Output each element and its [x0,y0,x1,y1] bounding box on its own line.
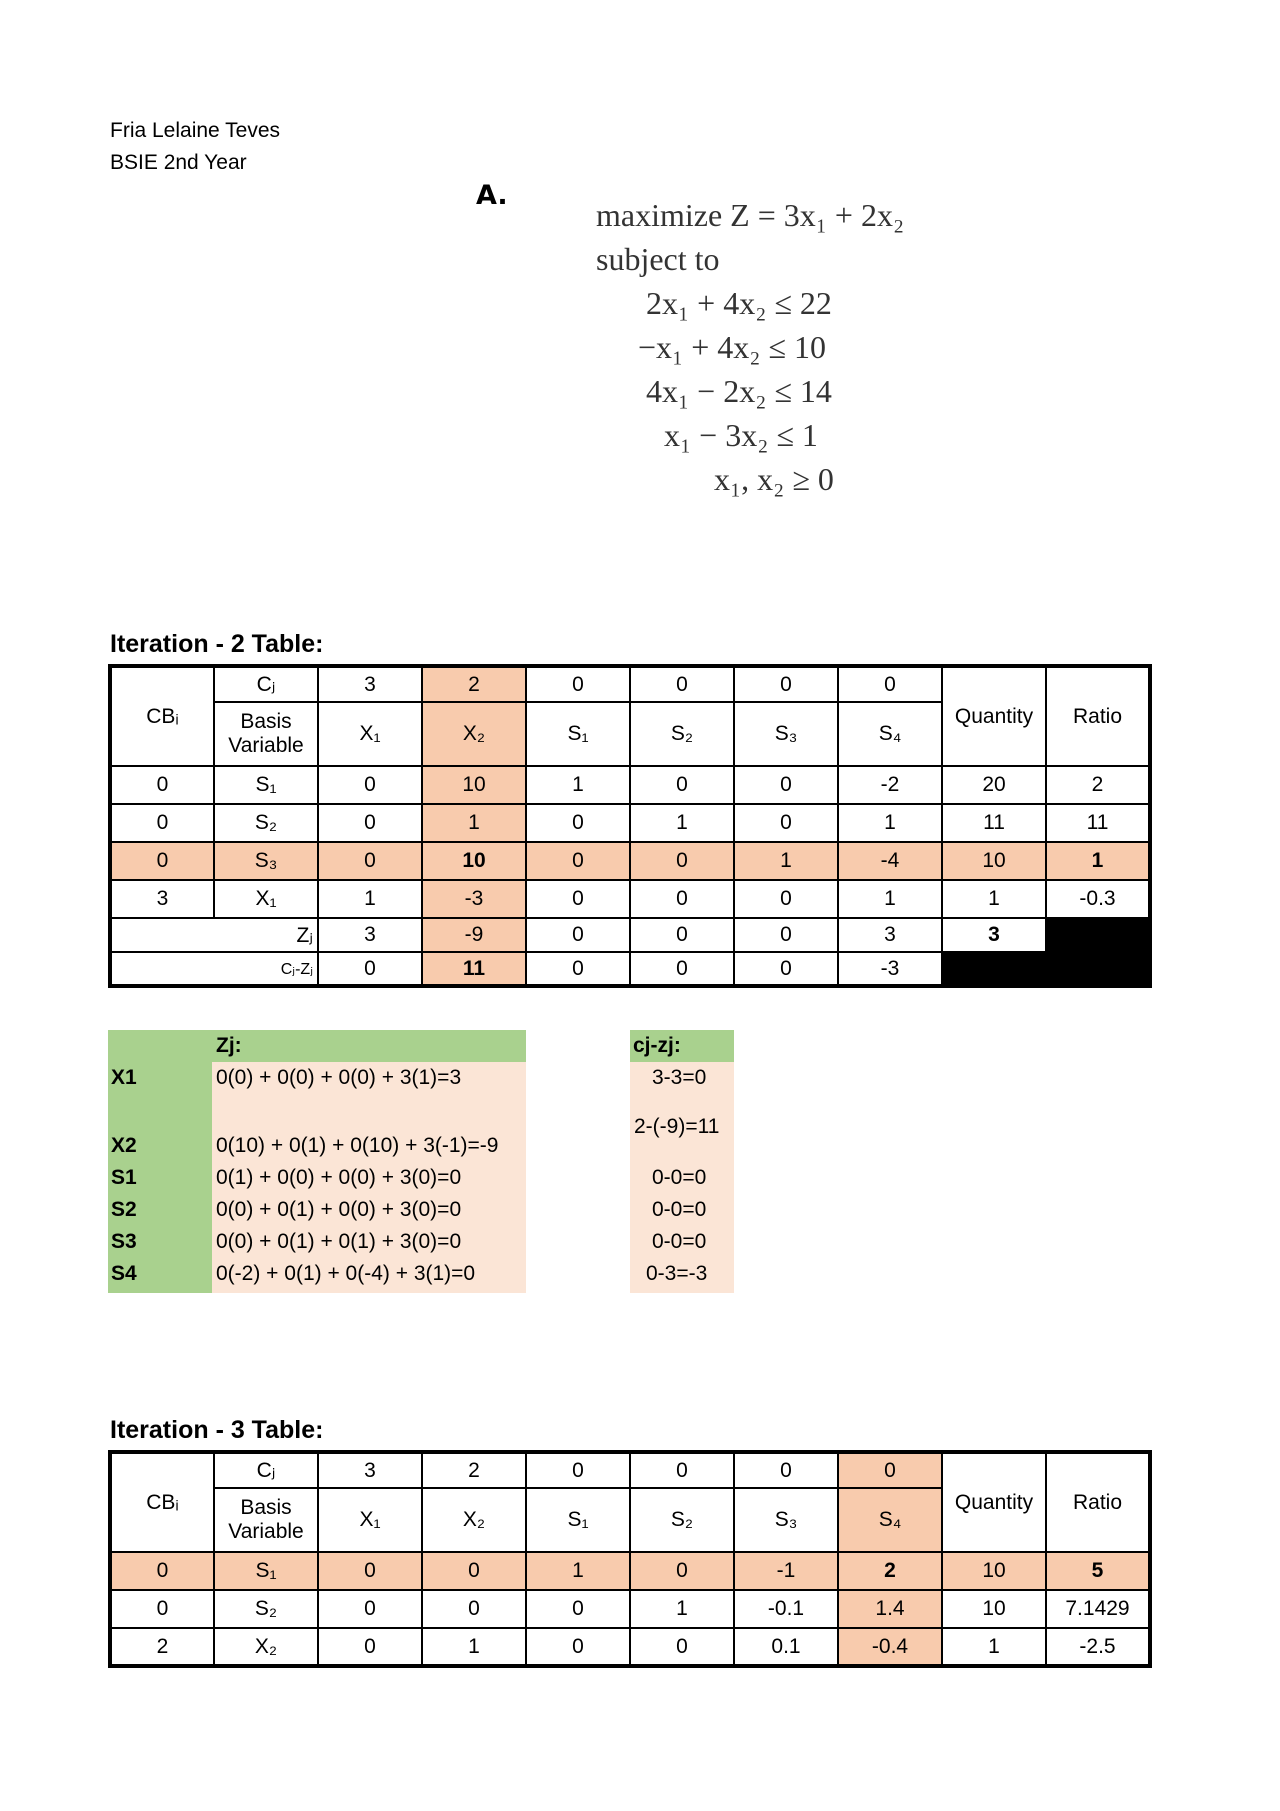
constraint: 2x₁ + 4x₂ ≤ 22 [646,285,832,321]
non-negativity-constraint: x₁, x₂ ≥ 0 [714,461,834,497]
min-ratio-cell: 5 [1046,1552,1150,1590]
basis-variable-header: Basis Variable [214,1488,318,1552]
quantity-header: Quantity [942,1452,1046,1552]
cj-value: 3 [318,666,422,702]
cj-value: 2 [422,666,526,702]
value-cell: 0 [318,804,422,842]
cj-zj-label: Cⱼ-Zⱼ [110,952,318,986]
min-ratio-cell: 1 [1046,842,1150,880]
var-header: S₃ [734,1488,838,1552]
cj-value: 3 [318,1452,422,1488]
zj-header: Zj: [216,1034,242,1057]
cb-cell: 2 [110,1628,214,1666]
zj-calc: 0(-2) + 0(1) + 0(-4) + 3(1)=0 [216,1262,476,1285]
calc-var-label: S1 [111,1166,137,1189]
quantity-cell: 10 [942,1552,1046,1590]
var-header: X₂ [422,702,526,766]
ratio-cell: 11 [1046,804,1150,842]
cj-value: 0 [734,666,838,702]
calc-var-label: X2 [111,1134,137,1157]
value-cell: 0 [526,880,630,918]
cj-value: 0 [526,666,630,702]
value-cell: 0 [630,1552,734,1590]
value-cell: 0 [630,880,734,918]
value-cell: 1 [422,804,526,842]
blacked-out-cell [942,952,1046,986]
value-cell: 1 [630,1590,734,1628]
value-cell: 0 [630,842,734,880]
value-cell: 1 [318,880,422,918]
value-cell: -4 [838,842,942,880]
value-cell: 0 [318,842,422,880]
author-name: Fria Lelaine Teves [110,119,281,142]
constraint: −x₁ + 4x₂ ≤ 10 [638,329,826,365]
zj-cell: 0 [734,918,838,952]
quantity-cell: 10 [942,1590,1046,1628]
var-header: X₁ [318,702,422,766]
value-cell: 1 [422,1628,526,1666]
table-row [110,880,1150,918]
cj-zj-cell: 0 [630,952,734,986]
problem-label: A. [476,180,508,211]
calc-var-label: S2 [111,1198,137,1221]
value-cell: 0 [526,842,630,880]
value-cell: 1 [526,766,630,804]
basis-cell: S₁ [214,766,318,804]
cj-value: 0 [526,1452,630,1488]
blacked-out-cell [1046,952,1150,986]
value-cell: 0 [734,880,838,918]
value-cell: 0 [422,1590,526,1628]
objective-value-cell: 3 [942,918,1046,952]
cj-zj-cell: -3 [838,952,942,986]
value-cell: 10 [422,766,526,804]
quantity-header: Quantity [942,666,1046,766]
basis-cell: S₃ [214,842,318,880]
value-cell: 0 [422,1552,526,1590]
zj-header-bg [212,1030,526,1062]
ratio-cell: 2 [1046,766,1150,804]
value-cell: 0 [526,1590,630,1628]
pivot-element: 2 [838,1552,942,1590]
zj-calc: 0(10) + 0(1) + 0(10) + 3(-1)=-9 [216,1134,499,1157]
value-cell: 0 [630,1628,734,1666]
course-year: BSIE 2nd Year [110,151,247,174]
value-cell: -2 [838,766,942,804]
value-cell: 0 [318,1590,422,1628]
value-cell: -1 [734,1552,838,1590]
value-cell: 1 [838,880,942,918]
iteration-2-table [108,664,1152,988]
pivot-element: 10 [422,842,526,880]
iteration-3-title: Iteration - 3 Table: [110,1416,324,1444]
zj-calc: 0(1) + 0(0) + 0(0) + 3(0)=0 [216,1166,462,1189]
table-row [110,804,1150,842]
cj-zj-cell: 0 [318,952,422,986]
cj-value: 0 [838,666,942,702]
cj-zj-calc: 3-3=0 [652,1066,707,1089]
value-cell: -0.4 [838,1628,942,1666]
cb-cell: 0 [110,842,214,880]
ratio-header: Ratio [1046,1452,1150,1552]
ratio-cell: -0.3 [1046,880,1150,918]
cj-row [110,1452,1150,1488]
zj-calc: 0(0) + 0(1) + 0(0) + 3(0)=0 [216,1198,462,1221]
cj-row [110,666,1150,702]
value-cell: 0 [734,804,838,842]
cj-value: 0 [838,1452,942,1488]
var-header: S₄ [838,702,942,766]
quantity-cell: 1 [942,880,1046,918]
table-row [110,1590,1150,1628]
zj-label: Zⱼ [110,918,318,952]
zj-row [110,918,1150,952]
zj-cell: 3 [838,918,942,952]
value-cell: 0 [526,804,630,842]
quantity-cell: 1 [942,1628,1046,1666]
var-header: X₂ [422,1488,526,1552]
table-row [110,1628,1150,1666]
value-cell: 1 [630,804,734,842]
iteration-3-table [108,1450,1152,1668]
basis-cell: X₂ [214,1628,318,1666]
cj-zj-calc: 0-0=0 [652,1198,707,1221]
calc-var-label: X1 [111,1066,137,1089]
cj-zj-calc: 0-0=0 [652,1230,707,1253]
cj-zj-cell: 0 [526,952,630,986]
cj-zj-calc: 0-0=0 [652,1166,707,1189]
zj-cell: 3 [318,918,422,952]
pivot-row [110,842,1150,880]
cbi-header: CBᵢ [110,666,214,766]
cj-zj-row [110,952,1150,986]
quantity-cell: 11 [942,804,1046,842]
value-cell: 1 [526,1552,630,1590]
iteration-2-title: Iteration - 2 Table: [110,630,324,658]
zj-calc: 0(0) + 0(1) + 0(1) + 3(0)=0 [216,1230,462,1253]
basis-cell: S₂ [214,804,318,842]
cj-zj-header: cj-zj: [633,1034,681,1057]
var-header: S₃ [734,702,838,766]
var-header: X₁ [318,1488,422,1552]
entering-variable-cell: 11 [422,952,526,986]
value-cell: 0 [318,1552,422,1590]
basis-cell: X₁ [214,880,318,918]
var-header: S₄ [838,1488,942,1552]
ratio-cell: -2.5 [1046,1628,1150,1666]
basis-cell: S₁ [214,1552,318,1590]
objective-function: maximize Z = 3x₁ + 2x₂ [596,197,905,233]
cj-zj-cell: 0 [734,952,838,986]
constraint: 4x₁ − 2x₂ ≤ 14 [646,373,832,409]
value-cell: 0 [526,1628,630,1666]
ratio-header: Ratio [1046,666,1150,766]
value-cell: 1 [734,842,838,880]
zj-cell: 0 [526,918,630,952]
zj-cell: -9 [422,918,526,952]
ratio-cell: 7.1429 [1046,1590,1150,1628]
cj-value: 0 [734,1452,838,1488]
basis-cell: S₂ [214,1590,318,1628]
problem-statement [596,193,904,501]
zj-calc: 0(0) + 0(0) + 0(0) + 3(1)=3 [216,1066,462,1089]
var-header: S₁ [526,1488,630,1552]
quantity-cell: 20 [942,766,1046,804]
value-cell: 1 [838,804,942,842]
var-header: S₂ [630,702,734,766]
value-cell: -0.1 [734,1590,838,1628]
var-header: S₁ [526,702,630,766]
cj-header: Cⱼ [214,666,318,702]
value-cell: 0.1 [734,1628,838,1666]
cbi-header: CBᵢ [110,1452,214,1552]
zj-cell: 0 [630,918,734,952]
value-cell: -3 [422,880,526,918]
quantity-cell: 10 [942,842,1046,880]
value-cell: 0 [318,766,422,804]
cb-cell: 0 [110,766,214,804]
value-cell: 0 [630,766,734,804]
cj-value: 0 [630,666,734,702]
cj-zj-calc: 2-(-9)=11 [634,1115,720,1138]
var-header: S₂ [630,1488,734,1552]
blacked-out-cell [1046,918,1150,952]
calc-var-label: S4 [111,1262,137,1285]
subject-to-label: subject to [596,241,720,277]
cb-cell: 0 [110,1590,214,1628]
cb-cell: 0 [110,1552,214,1590]
cb-cell: 3 [110,880,214,918]
cb-cell: 0 [110,804,214,842]
cj-header: Cⱼ [214,1452,318,1488]
table-row [110,766,1150,804]
calc-var-label: S3 [111,1230,137,1253]
cj-value: 0 [630,1452,734,1488]
constraint: x₁ − 3x₂ ≤ 1 [664,417,818,453]
cj-zj-calc: 0-3=-3 [646,1262,708,1285]
value-cell: 1.4 [838,1590,942,1628]
pivot-row [110,1552,1150,1590]
value-cell: 0 [734,766,838,804]
cj-value: 2 [422,1452,526,1488]
basis-variable-header: Basis Variable [214,702,318,766]
value-cell: 0 [318,1628,422,1666]
